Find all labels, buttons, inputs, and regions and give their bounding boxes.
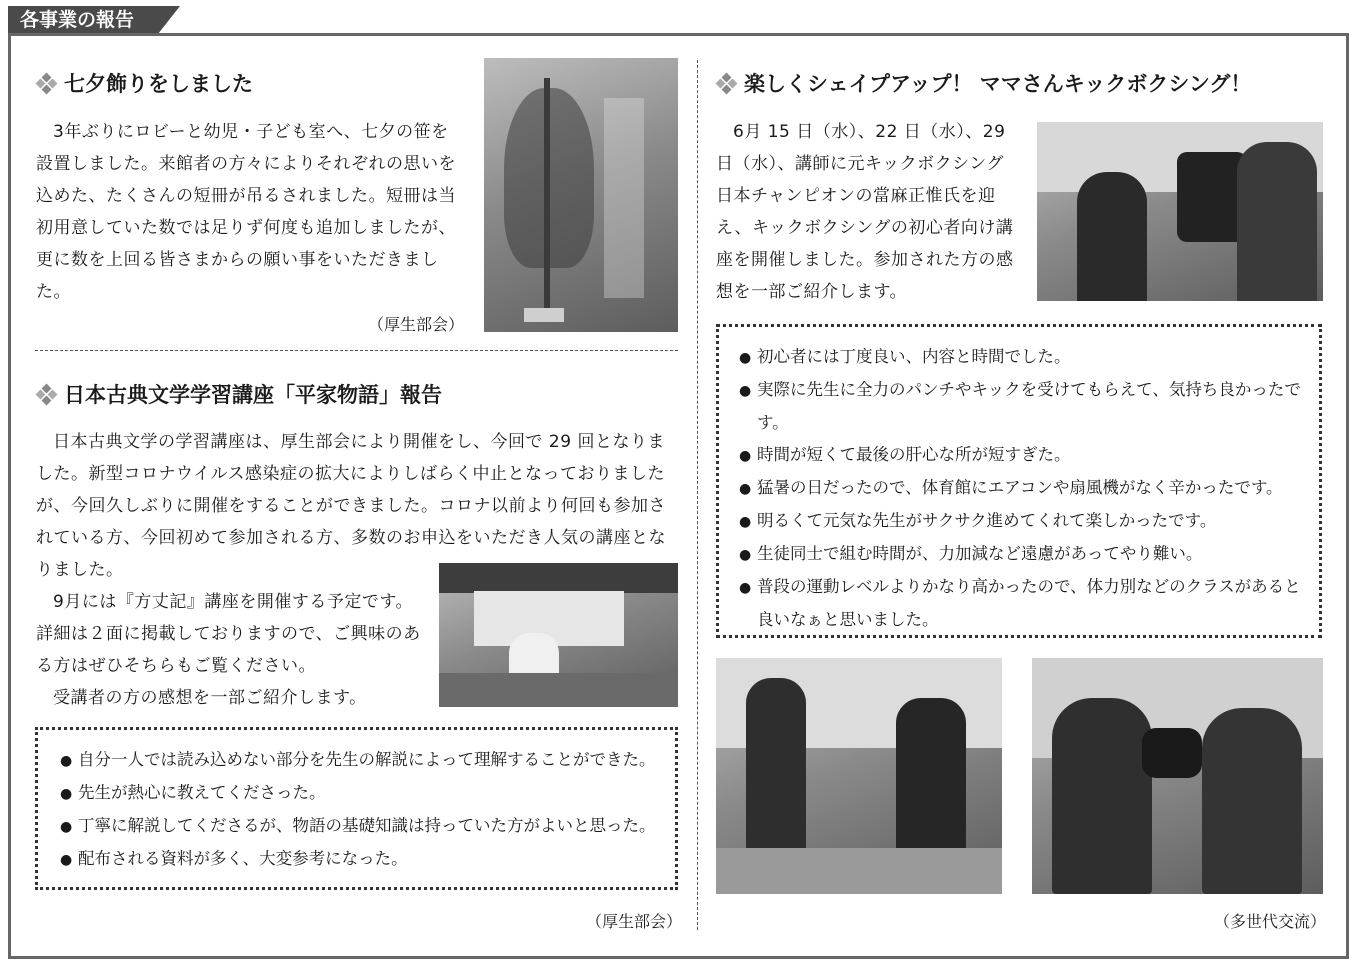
kickboxing-body: 6月 15 日（水）、22 日（水）、29 日（水）、講師に元キックボクシング日本チャンピオンの當麻正惟氏を迎え、キックボクシングの初心者向け講座を開催しました。参加された方の感想を一部ご紹介します。 [716, 122, 1014, 302]
koten-lecture-photo [439, 563, 678, 707]
diamond-bullet-icon [716, 73, 738, 95]
list-item: ● 普段の運動レベルよりかなり高かったので、体力別などのクラスがあると良いなぁと思いました。 [739, 571, 1309, 636]
kickboxing-credit: （多世代交流） [1214, 912, 1327, 931]
diamond-bullet-icon [36, 384, 58, 406]
list-item: ● 初心者には丁度良い、内容と時間でした。 [739, 341, 1309, 374]
list-item: ● 丁寧に解説してくださるが、物語の基礎知識は持っていた方がよいと思った。 [60, 810, 675, 843]
koten-body-2: 9月には『方丈記』講座を開催する予定です。詳細は２面に掲載しておりますので、ご興味のある方はぜひそちらもご覧ください。 [36, 592, 421, 676]
list-item: ● 自分一人では読み込めない部分を先生の解説によって理解することができた。 [60, 744, 675, 777]
tanabata-credit: （厚生部会） [368, 315, 465, 334]
kickboxing-kick-photo [716, 658, 1002, 894]
tanabata-photo [484, 58, 678, 332]
section-title: 各事業の報告 [8, 6, 158, 34]
kickboxing-title: 楽しくシェイプアップ！ ママさんキックボクシング！ [744, 72, 1252, 96]
article-divider [35, 350, 678, 351]
tanabata-body: 3年ぶりにロビーと幼児・子ども室へ、七夕の笹を設置しました。来館者の方々によりそれぞれの思いを込めた、たくさんの短冊が吊るされました。短冊は当初用意していた数では足りず何度も追加しましたが、更に数を上回る皆さまからの願い事をいただきました。 [36, 122, 456, 302]
koten-heading [36, 381, 442, 409]
list-item: ● 先生が熱心に教えてくださった。 [60, 777, 675, 810]
column-divider [697, 60, 698, 930]
koten-comment-list [60, 744, 675, 876]
list-item: ● 猛暑の日だったので、体育館にエアコンや扇風機がなく辛かったです。 [739, 472, 1309, 505]
list-item: ● 時間が短くて最後の肝心な所が短すぎた。 [739, 439, 1309, 472]
koten-title: 日本古典文学学習講座「平家物語」報告 [64, 383, 442, 407]
tanabata-heading [36, 70, 253, 98]
koten-comments-box [35, 727, 678, 890]
koten-body-3: 受講者の方の感想を一部ご紹介します。 [53, 688, 367, 708]
koten-credit: （厚生部会） [586, 912, 683, 931]
kickboxing-heading [716, 70, 1251, 98]
koten-body-1: 日本古典文学の学習講座は、厚生部会により開催をし、今回で 29 回となりました。新型コロナウイルス感染症の拡大によりしばらく中止となっておりましたが、今回久しぶりに開催をすることができました。コロナ以前より何回も参加されている方、今回初めて参加される方、多数のお申込をいただき人気の講座となりました。 [36, 432, 666, 580]
list-item: ● 生徒同士で組む時間が、力加減など遠慮があってやり難い。 [739, 538, 1309, 571]
kickboxing-punch-photo [1032, 658, 1323, 894]
diamond-bullet-icon [36, 73, 58, 95]
kickboxing-comments-box [716, 324, 1322, 638]
kickboxing-comment-list [739, 341, 1309, 636]
tanabata-title: 七夕飾りをしました [64, 72, 253, 96]
list-item: ● 配布される資料が多く、大変参考になった。 [60, 843, 675, 876]
list-item: ● 明るくて元気な先生がサクサク進めてくれて楽しかったです。 [739, 505, 1309, 538]
list-item: ● 実際に先生に全力のパンチやキックを受けてもらえて、気持ち良かったです。 [739, 374, 1309, 439]
kickboxing-pad-photo [1037, 122, 1323, 301]
